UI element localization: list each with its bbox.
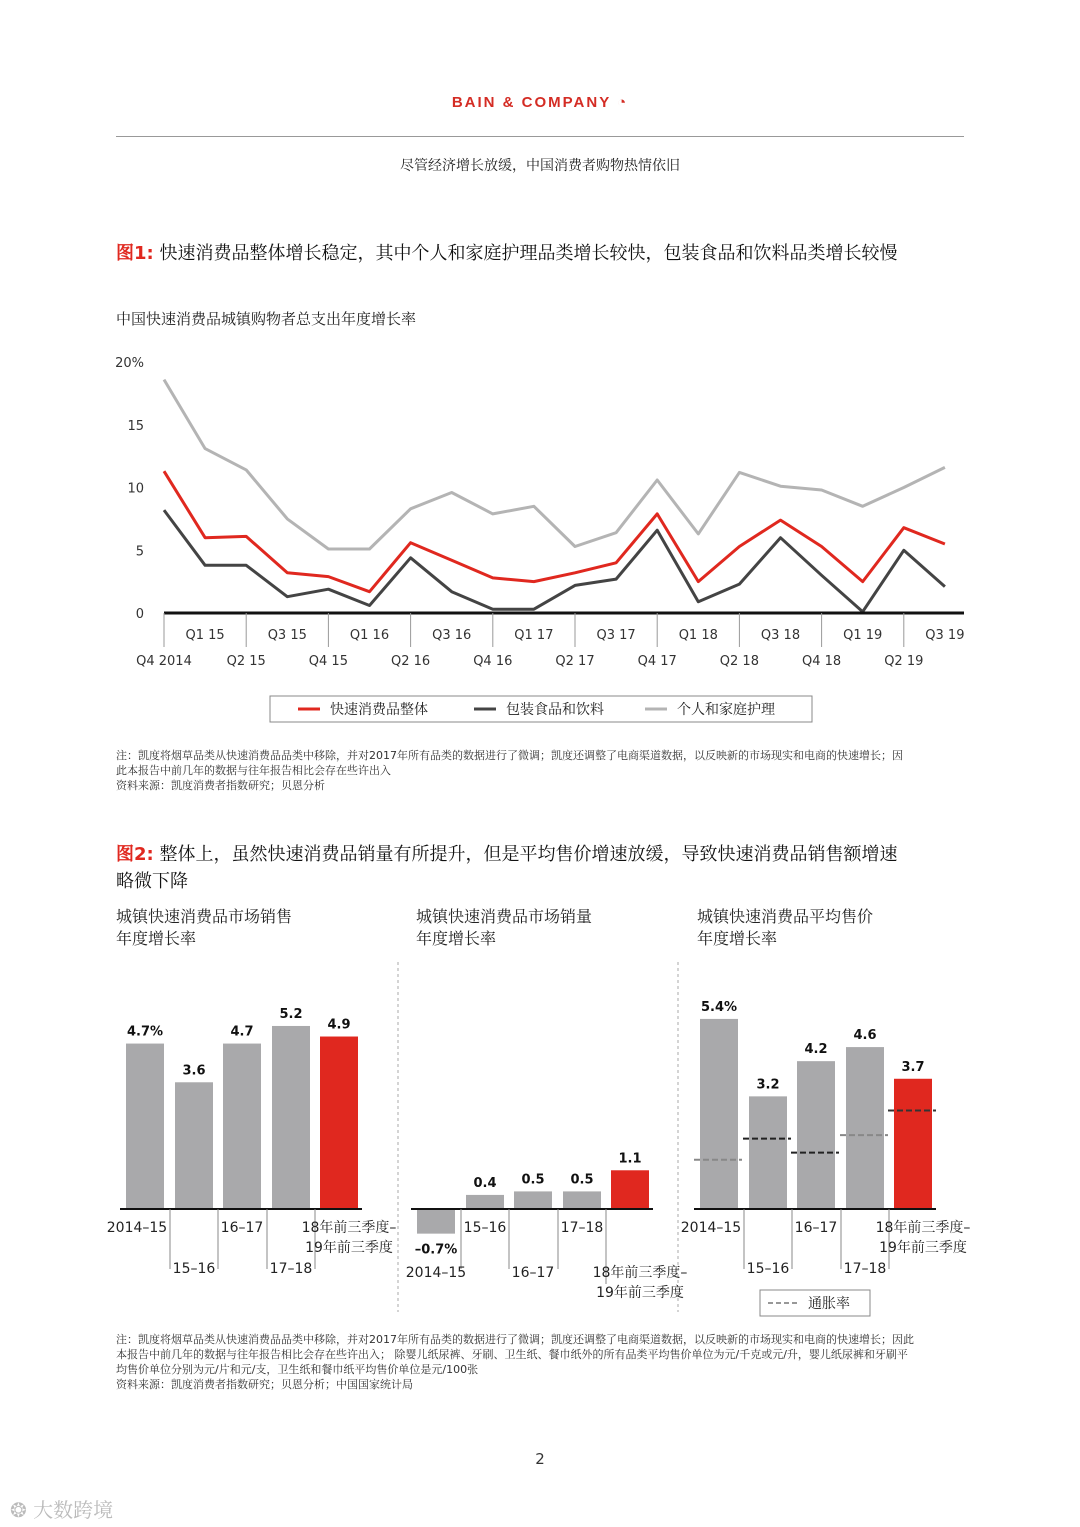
bar (466, 1195, 504, 1209)
x-tick-label: Q2 18 (719, 654, 759, 669)
x-tick-label: Q2 17 (555, 654, 595, 669)
x-tick-label: Q3 18 (760, 628, 801, 643)
panel-title-line: 年度增长率 (416, 929, 497, 948)
x-tick-label: Q1 16 (349, 628, 390, 643)
page-number: 2 (535, 1450, 545, 1468)
bar-value-label: 4.2 (804, 1042, 828, 1058)
bar-value-label: 5.2 (279, 1006, 303, 1022)
bar (320, 1037, 358, 1209)
x-category-label: 17–18 (269, 1261, 313, 1277)
x-category-label: 16–17 (794, 1220, 838, 1236)
bar-value-label: –0.7% (414, 1242, 458, 1258)
x-category-label: 18年前三季度– (875, 1220, 971, 1236)
x-tick-label: Q2 19 (884, 654, 924, 669)
figure1-title-text: 快速消费品整体增长稳定，其中个人和家庭护理品类增长较快，包装食品和饮料品类增长较慢 (159, 243, 898, 264)
y-tick-label: 0 (135, 607, 144, 622)
x-category-label: 18年前三季度– (301, 1220, 397, 1236)
x-category-label: 15–16 (172, 1261, 216, 1277)
panel-title-line: 城镇快速消费品市场销售 (116, 907, 293, 926)
x-category-label: 2014–15 (106, 1220, 168, 1236)
bar (894, 1079, 932, 1209)
x-category-label: 17–18 (843, 1261, 887, 1277)
bar-value-label: 1.1 (618, 1151, 642, 1167)
x-tick-label: Q3 15 (267, 628, 307, 643)
x-tick-label: Q3 16 (432, 628, 472, 643)
series-line-快速消费品整体 (164, 471, 945, 592)
x-tick-label: Q4 18 (802, 654, 842, 669)
bar-value-label: 4.6 (853, 1028, 877, 1044)
bar-value-label: 5.4% (700, 999, 738, 1015)
figure2-notes (116, 1332, 986, 1392)
series-line-个人和家庭护理 (164, 380, 945, 549)
bar (514, 1191, 552, 1209)
panel-title-line: 城镇快速消费品市场销量 (416, 907, 593, 926)
bar-value-label: 4.7 (230, 1024, 254, 1040)
x-tick-label: Q1 18 (678, 628, 718, 643)
note-line: 本报告中前几年的数据与往年报告相比会存在些许出入； 除婴儿纸尿裤、牙刷、卫生纸、餐巾纸外的所有品类平均售价单位为元/千克或元/升，婴儿纸尿裤和牙刷平 (116, 1348, 908, 1361)
bar-value-label: 4.9 (327, 1017, 351, 1033)
x-category-label: 19年前三季度 (879, 1240, 967, 1256)
bar (126, 1044, 164, 1209)
x-tick-label: Q1 15 (185, 628, 225, 643)
x-tick-label: Q4 15 (308, 654, 348, 669)
bar (749, 1096, 787, 1209)
panel2-title (416, 906, 592, 950)
bar (700, 1019, 738, 1209)
x-tick-label: Q1 19 (843, 628, 883, 643)
panel-title-line: 城镇快速消费品平均售价 (697, 907, 874, 926)
x-category-label: 18年前三季度– (592, 1265, 688, 1281)
x-category-label: 16–17 (220, 1220, 264, 1236)
source-line: 资料来源：凯度消费者指数研究；贝恩分析；中国国家统计局 (116, 1378, 413, 1391)
y-tick-label: 20% (115, 356, 144, 371)
x-category-label: 19年前三季度 (305, 1240, 393, 1256)
bar (272, 1026, 310, 1209)
bar (223, 1044, 261, 1209)
x-tick-label: Q4 16 (473, 654, 513, 669)
watermark (10, 1494, 113, 1523)
x-category-label: 2014–15 (680, 1220, 742, 1236)
panel-title-line: 年度增长率 (116, 929, 197, 948)
figure1-label: 图1: (116, 243, 154, 264)
bar-value-label: 0.4 (473, 1175, 497, 1191)
panel3-title (697, 906, 873, 950)
panel1-title (116, 906, 292, 950)
source-line: 资料来源：凯度消费者指数研究；贝恩分析 (116, 779, 325, 792)
bar-charts (0, 960, 1080, 1320)
panel-title-line: 年度增长率 (697, 929, 778, 948)
bar (175, 1082, 213, 1209)
x-category-label: 17–18 (560, 1220, 604, 1236)
figure2-label: 图2: (116, 844, 154, 865)
x-category-label: 19年前三季度 (596, 1285, 684, 1301)
header-divider (116, 136, 964, 137)
x-tick-label: Q4 17 (637, 654, 677, 669)
figure1-notes (116, 748, 976, 793)
bar (611, 1170, 649, 1209)
x-category-label: 2014–15 (405, 1265, 467, 1281)
bar-value-label: 3.7 (901, 1059, 925, 1075)
y-tick-label: 15 (127, 418, 144, 434)
bar-value-label: 0.5 (570, 1172, 594, 1188)
brand-logo-icon: ◔ (617, 94, 629, 111)
bar (846, 1047, 884, 1209)
bar-value-label: 4.7% (126, 1024, 164, 1040)
line-chart (0, 340, 1080, 730)
x-tick-label: Q4 2014 (136, 654, 192, 669)
watermark-icon: ❂ (10, 1498, 27, 1522)
chart1-title: 中国快速消费品城镇购物者总支出年度增长率 (116, 310, 417, 328)
note-line: 注：凯度将烟草品类从快速消费品品类中移除，并对2017年所有品类的数据进行了微调；凯度还调整了电商渠道数据，以反映新的市场现实和电商的快速增长；因 (116, 749, 903, 762)
note-line: 注：凯度将烟草品类从快速消费品品类中移除，并对2017年所有品类的数据进行了微调；凯度还调整了电商渠道数据，以反映新的市场现实和电商的快速增长；因此 (116, 1333, 914, 1346)
note-line: 此本报告中前几年的数据与往年报告相比会存在些许出入 (116, 764, 391, 777)
x-category-label: 15–16 (746, 1261, 790, 1277)
legend-label: 快速消费品整体 (330, 702, 428, 718)
y-tick-label: 5 (135, 544, 144, 560)
legend-label: 个人和家庭护理 (677, 702, 775, 718)
x-tick-label: Q2 16 (391, 654, 431, 669)
x-tick-label: Q2 15 (226, 654, 266, 669)
bar-value-label: 3.2 (756, 1077, 780, 1093)
figure2-title-line: 整体上，虽然快速消费品销量有所提升，但是平均售价增速放缓，导致快速消费品销售额增速 (159, 844, 898, 865)
x-category-label: 16–17 (511, 1265, 555, 1281)
x-tick-label: Q3 19 (925, 628, 965, 643)
x-tick-label: Q1 17 (514, 628, 554, 643)
brand-logo-text: BAIN & COMPANY ◔ (451, 94, 629, 111)
y-tick-label: 10 (127, 481, 144, 497)
x-category-label: 15–16 (463, 1220, 507, 1236)
bar (797, 1061, 835, 1209)
figure2-title (116, 841, 976, 895)
bar-value-label: 3.6 (182, 1063, 206, 1079)
page-subtitle: 尽管经济增长放缓，中国消费者购物热情依旧 (400, 158, 680, 174)
figure1-title (116, 240, 976, 267)
bar (563, 1191, 601, 1209)
figure2-title-line: 略微下降 (116, 871, 188, 892)
watermark-text: 大数跨境 (33, 1498, 114, 1522)
bar-value-label: 0.5 (521, 1172, 545, 1188)
note-line: 均售价单位分别为元/片和元/支，卫生纸和餐巾纸平均售价单位是元/100张 (116, 1363, 479, 1376)
legend-label: 包装食品和饮料 (506, 702, 604, 718)
legend-label: 通胀率 (808, 1296, 850, 1312)
x-tick-label: Q3 17 (596, 628, 636, 643)
bar (417, 1209, 455, 1234)
